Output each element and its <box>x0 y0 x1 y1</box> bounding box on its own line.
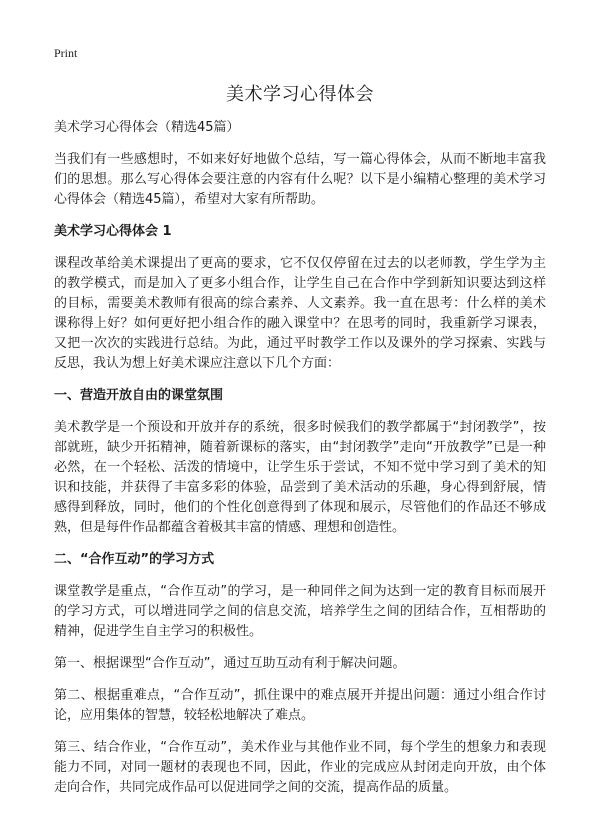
essay-heading: 美术学习心得体会 1 <box>54 224 172 239</box>
print-link[interactable]: Print <box>54 46 78 60</box>
article-body <box>54 118 546 810</box>
section-1-heading: 一、营造开放自由的课堂氛围 <box>54 388 224 403</box>
point-2-paragraph: 第二、根据重难点，“合作互动”，抓住课中的难点展开并提出问题：通过小组合作讨论，应用集体的智慧，较轻松地解决了难点。 <box>54 688 546 723</box>
section-2-heading: 二、“合作互动”的学习方式 <box>54 552 215 567</box>
point-1-paragraph: 第一、根据课型“合作互动”，通过互助互动有利于解决问题。 <box>54 656 406 671</box>
page-title: 美术学习心得体会 <box>226 84 374 105</box>
essay-intro-paragraph: 课程改革给美术课提出了更高的要求，它不仅仅停留在过去的以老师教，学生学为主的教学模式，而是加入了更多小组合作，让学生自己在合作中学到新知识要达到这样的目标，需要美术教师有很高的综合素养、人文素养。我一直在思考：什么样的美术课称得上好？如何更好把小组合作的融入课堂中？在思考的同时，我重新学习课表，又把一次次的实践进行总结。为此，通过平时教学工作以及课外的学习探索、实践与反思，我认为想上好美术课应注意以下几个方面： <box>54 256 546 371</box>
point-3-paragraph: 第三、结合作业，“合作互动”，美术作业与其他作业不同，每个学生的想象力和表现能力不同，对同一题材的表现也不同，因此，作业的完成应从封闭走向开放，由个体走向合作，共同完成作品可以促进同学之间的交流，提高作品的质量。 <box>54 740 546 795</box>
article-subtitle: 美术学习心得体会（精选45篇） <box>54 120 240 135</box>
section-2-paragraph: 课堂教学是重点，“合作互动”的学习，是一种同伴之间为达到一定的教育目标而展开的学习方式，可以增进同学之间的信息交流，培养学生之间的团结合作，互相帮助的精神，促进学生自主学习的积极性。 <box>54 584 546 639</box>
section-1-paragraph: 美术教学是一个预设和开放并存的系统，很多时候我们的教学都属于“封闭教学”，按部就班，缺少开拓精神，随着新课标的落实，由“封闭教学”走向“开放教学”已是一种必然，在一个轻松、活泼的情境中，让学生乐于尝试，不知不觉中学习到了美术的知识和技能，并获得了丰富多彩的体验，品尝到了美术活动的乐趣，身心得到舒展，情感得到释放，同时，他们的个性化创意得到了体现和展示，尽管他们的作品还不够成熟，但是每件作品都蕴含着极其丰富的情感、理想和创造性。 <box>54 420 546 535</box>
intro-paragraph: 当我们有一些感想时，不如来好好地做个总结，写一篇心得体会，从而不断地丰富我们的思想。那么写心得体会要注意的内容有什么呢？以下是小编精心整理的美术学习心得体会（精选45篇），希望对大家有所帮助。 <box>54 152 546 207</box>
